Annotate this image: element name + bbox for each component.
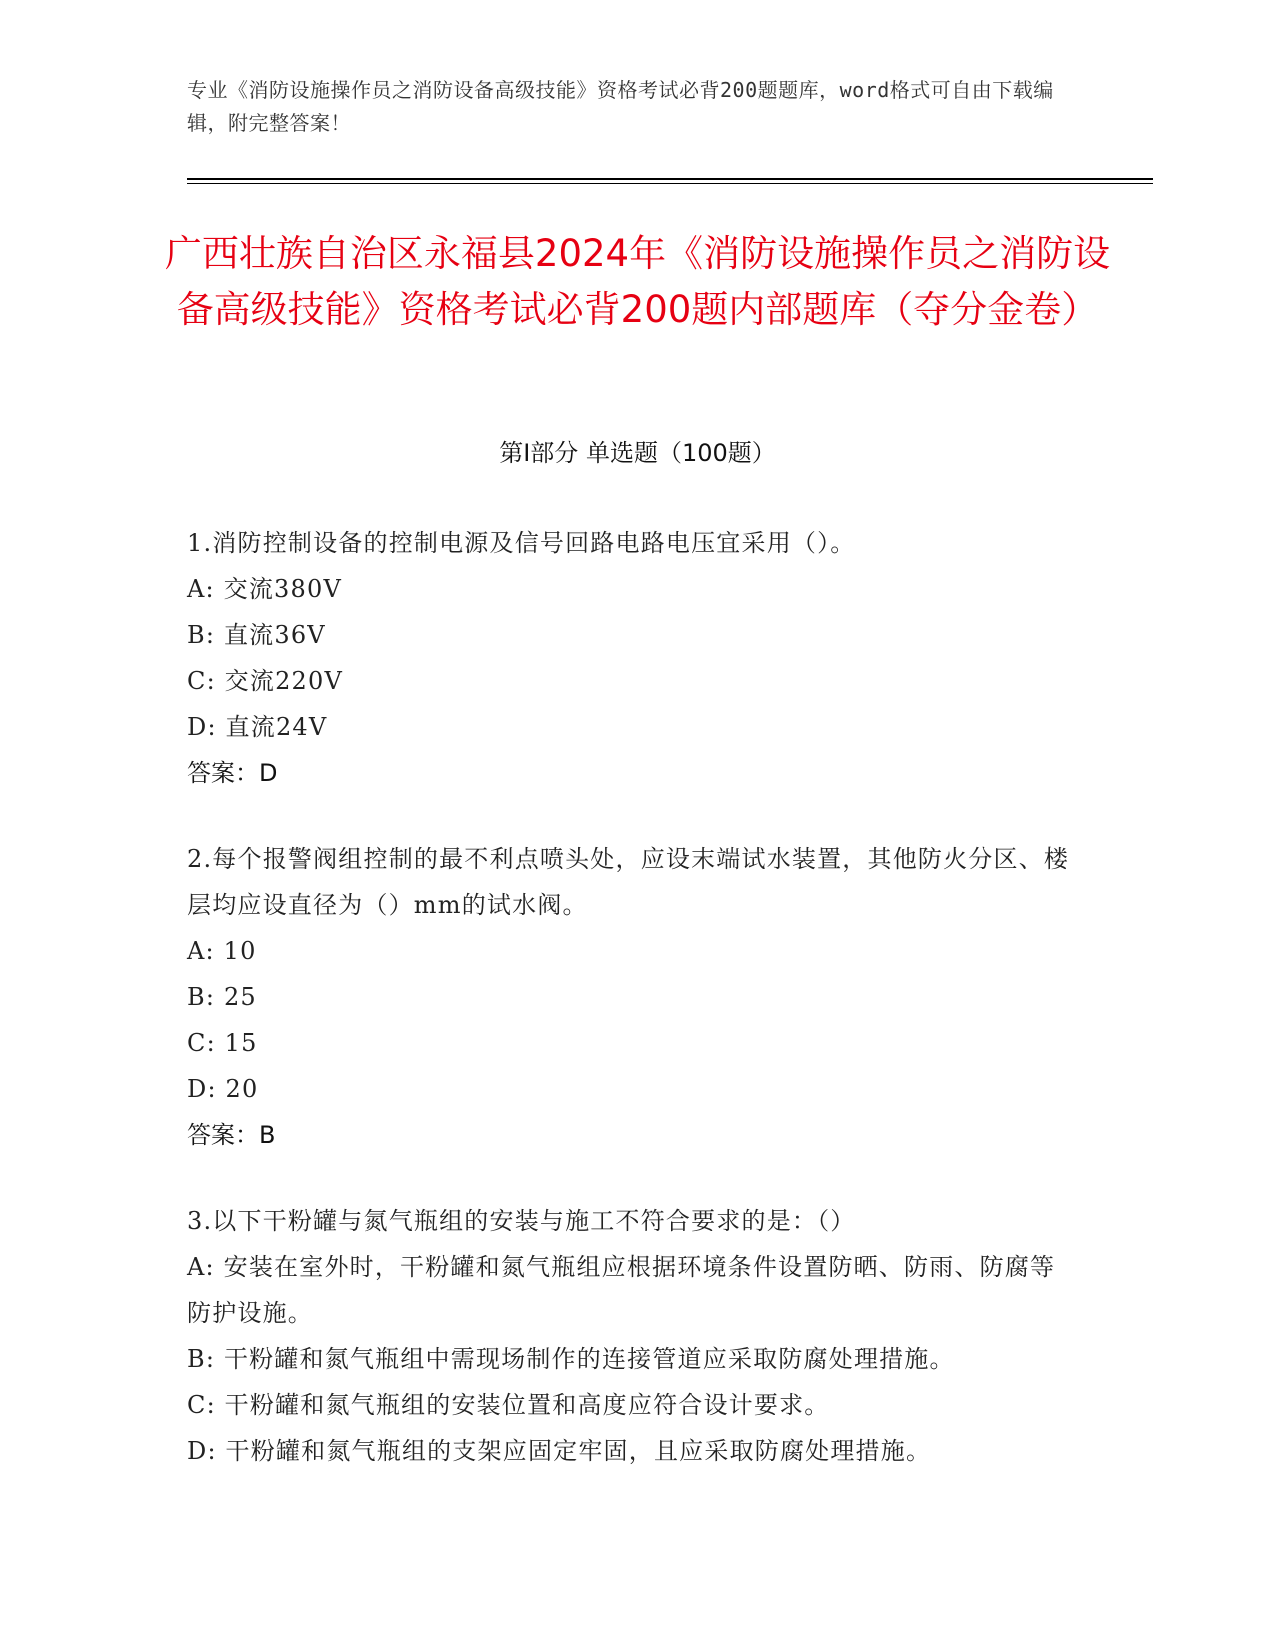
option-d: D: 直流24V	[187, 713, 328, 741]
option-b: B: 直流36V	[187, 621, 326, 649]
answer: 答案：D	[187, 759, 278, 787]
document-title: 广西壮族自治区永福县2024年《消防设施操作员之消防设备高级技能》资格考试必背200题内部题库（夺分金卷）	[164, 232, 1111, 331]
option-d: D: 干粉罐和氮气瓶组的支架应固定牢固，且应采取防腐处理措施。	[187, 1437, 932, 1465]
question-stem: 1.消防控制设备的控制电源及信号回路电路电压宜采用（）。	[187, 529, 856, 557]
option-a: A: 交流380V	[187, 575, 342, 603]
header-note: 专业《消防设施操作员之消防设备高级技能》资格考试必背200题题库，word格式可自由下载编辑，附完整答案！	[187, 78, 1054, 135]
question-stem: 3.以下干粉罐与氮气瓶组的安装与施工不符合要求的是：（）	[187, 1207, 856, 1235]
question-3	[187, 1198, 1077, 1474]
option-d: D: 20	[187, 1075, 259, 1103]
section-title: 第I部分 单选题（100题）	[499, 439, 776, 467]
question-1	[187, 520, 1077, 796]
option-b: B: 25	[187, 983, 257, 1011]
header-rule-thin	[187, 183, 1153, 184]
option-c: C: 干粉罐和氮气瓶组的安装位置和高度应符合设计要求。	[187, 1391, 830, 1419]
question-stem: 2.每个报警阀组控制的最不利点喷头处，应设末端试水装置，其他防火分区、楼层均应设直径为（）mm的试水阀。	[187, 845, 1070, 919]
answer: 答案：B	[187, 1121, 276, 1149]
option-b: B: 干粉罐和氮气瓶组中需现场制作的连接管道应采取防腐处理措施。	[187, 1345, 955, 1373]
header-rule-thick	[187, 178, 1153, 180]
option-a: A: 10	[187, 937, 257, 965]
option-c: C: 交流220V	[187, 667, 344, 695]
option-c: C: 15	[187, 1029, 258, 1057]
question-list	[187, 520, 1077, 1474]
option-a: A: 安装在室外时，干粉罐和氮气瓶组应根据环境条件设置防晒、防雨、防腐等防护设施。	[187, 1253, 1056, 1327]
question-2	[187, 836, 1077, 1158]
